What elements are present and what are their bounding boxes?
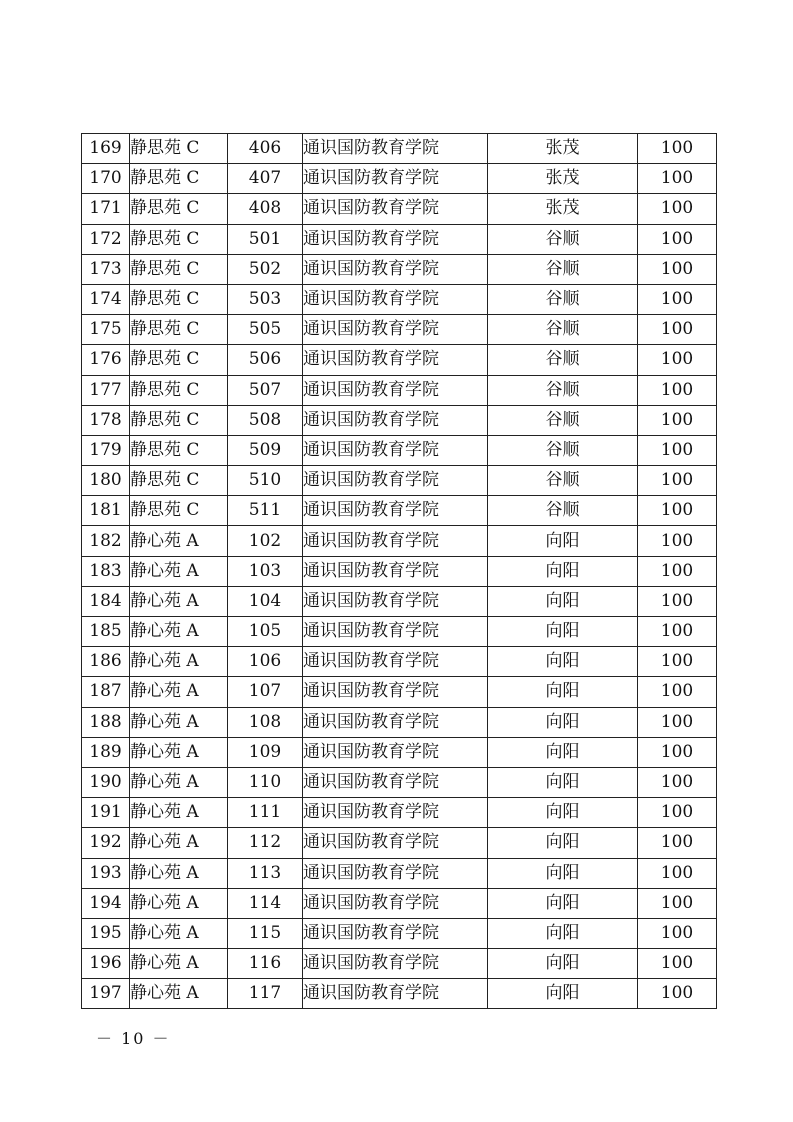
room-cell: 108 (228, 707, 303, 737)
row-number-cell: 195 (82, 918, 130, 948)
department-cell: 通识国防教育学院 (303, 435, 488, 465)
score-cell: 100 (638, 586, 717, 616)
table-row (82, 224, 717, 254)
building-cell: 静思苑 C (130, 435, 228, 465)
building-cell: 静心苑 A (130, 979, 228, 1009)
manager-cell: 谷顺 (488, 466, 638, 496)
score-cell: 100 (638, 918, 717, 948)
score-cell: 100 (638, 375, 717, 405)
department-cell: 通识国防教育学院 (303, 586, 488, 616)
manager-cell: 张茂 (488, 134, 638, 164)
room-cell: 508 (228, 405, 303, 435)
manager-cell: 谷顺 (488, 405, 638, 435)
room-cell: 104 (228, 586, 303, 616)
table-row (82, 979, 717, 1009)
building-cell: 静心苑 A (130, 617, 228, 647)
manager-cell: 向阳 (488, 828, 638, 858)
score-cell: 100 (638, 284, 717, 314)
manager-cell: 向阳 (488, 586, 638, 616)
manager-cell: 谷顺 (488, 435, 638, 465)
building-cell: 静思苑 C (130, 345, 228, 375)
manager-cell: 张茂 (488, 164, 638, 194)
score-cell: 100 (638, 496, 717, 526)
department-cell: 通识国防教育学院 (303, 858, 488, 888)
building-cell: 静心苑 A (130, 707, 228, 737)
building-cell: 静心苑 A (130, 798, 228, 828)
manager-cell: 向阳 (488, 918, 638, 948)
manager-cell: 谷顺 (488, 254, 638, 284)
score-cell: 100 (638, 164, 717, 194)
building-cell: 静心苑 A (130, 858, 228, 888)
department-cell: 通识国防教育学院 (303, 888, 488, 918)
department-cell: 通识国防教育学院 (303, 828, 488, 858)
table-row (82, 254, 717, 284)
row-number-cell: 194 (82, 888, 130, 918)
manager-cell: 谷顺 (488, 375, 638, 405)
table-row (82, 677, 717, 707)
score-cell: 100 (638, 949, 717, 979)
row-number-cell: 191 (82, 798, 130, 828)
row-number-cell: 196 (82, 949, 130, 979)
row-number-cell: 185 (82, 617, 130, 647)
score-cell: 100 (638, 737, 717, 767)
row-number-cell: 175 (82, 315, 130, 345)
department-cell: 通识国防教育学院 (303, 496, 488, 526)
manager-cell: 谷顺 (488, 224, 638, 254)
building-cell: 静思苑 C (130, 164, 228, 194)
room-cell: 408 (228, 194, 303, 224)
building-cell: 静思苑 C (130, 496, 228, 526)
room-cell: 106 (228, 647, 303, 677)
room-cell: 406 (228, 134, 303, 164)
table-row (82, 737, 717, 767)
building-cell: 静思苑 C (130, 405, 228, 435)
room-cell: 117 (228, 979, 303, 1009)
score-cell: 100 (638, 315, 717, 345)
row-number-cell: 178 (82, 405, 130, 435)
table-row (82, 496, 717, 526)
room-cell: 111 (228, 798, 303, 828)
building-cell: 静心苑 A (130, 526, 228, 556)
manager-cell: 向阳 (488, 556, 638, 586)
manager-cell: 谷顺 (488, 284, 638, 314)
score-cell: 100 (638, 194, 717, 224)
department-cell: 通识国防教育学院 (303, 284, 488, 314)
manager-cell: 向阳 (488, 979, 638, 1009)
department-cell: 通识国防教育学院 (303, 164, 488, 194)
building-cell: 静思苑 C (130, 254, 228, 284)
table-row (82, 918, 717, 948)
score-cell: 100 (638, 979, 717, 1009)
department-cell: 通识国防教育学院 (303, 767, 488, 797)
building-cell: 静心苑 A (130, 888, 228, 918)
building-cell: 静心苑 A (130, 918, 228, 948)
table-row (82, 949, 717, 979)
row-number-cell: 190 (82, 767, 130, 797)
building-cell: 静思苑 C (130, 375, 228, 405)
manager-cell: 向阳 (488, 617, 638, 647)
room-cell: 105 (228, 617, 303, 647)
room-cell: 510 (228, 466, 303, 496)
table-row (82, 888, 717, 918)
department-cell: 通识国防教育学院 (303, 677, 488, 707)
manager-cell: 向阳 (488, 526, 638, 556)
building-cell: 静心苑 A (130, 647, 228, 677)
score-cell: 100 (638, 707, 717, 737)
room-cell: 511 (228, 496, 303, 526)
table-row (82, 435, 717, 465)
manager-cell: 向阳 (488, 647, 638, 677)
dormitory-table (81, 133, 717, 1009)
department-cell: 通识国防教育学院 (303, 737, 488, 767)
score-cell: 100 (638, 526, 717, 556)
table-row (82, 858, 717, 888)
department-cell: 通识国防教育学院 (303, 647, 488, 677)
row-number-cell: 171 (82, 194, 130, 224)
building-cell: 静思苑 C (130, 315, 228, 345)
row-number-cell: 172 (82, 224, 130, 254)
score-cell: 100 (638, 254, 717, 284)
score-cell: 100 (638, 224, 717, 254)
row-number-cell: 183 (82, 556, 130, 586)
room-cell: 505 (228, 315, 303, 345)
department-cell: 通识国防教育学院 (303, 526, 488, 556)
building-cell: 静思苑 C (130, 134, 228, 164)
building-cell: 静思苑 C (130, 194, 228, 224)
building-cell: 静心苑 A (130, 767, 228, 797)
department-cell: 通识国防教育学院 (303, 466, 488, 496)
manager-cell: 向阳 (488, 707, 638, 737)
table-row (82, 345, 717, 375)
row-number-cell: 176 (82, 345, 130, 375)
table-row (82, 586, 717, 616)
table-row (82, 767, 717, 797)
score-cell: 100 (638, 435, 717, 465)
score-cell: 100 (638, 767, 717, 797)
score-cell: 100 (638, 798, 717, 828)
department-cell: 通识国防教育学院 (303, 375, 488, 405)
row-number-cell: 187 (82, 677, 130, 707)
room-cell: 501 (228, 224, 303, 254)
department-cell: 通识国防教育学院 (303, 798, 488, 828)
score-cell: 100 (638, 647, 717, 677)
score-cell: 100 (638, 405, 717, 435)
building-cell: 静思苑 C (130, 284, 228, 314)
row-number-cell: 177 (82, 375, 130, 405)
department-cell: 通识国防教育学院 (303, 315, 488, 345)
room-cell: 407 (228, 164, 303, 194)
score-cell: 100 (638, 466, 717, 496)
score-cell: 100 (638, 617, 717, 647)
room-cell: 102 (228, 526, 303, 556)
building-cell: 静心苑 A (130, 556, 228, 586)
department-cell: 通识国防教育学院 (303, 979, 488, 1009)
table-row (82, 466, 717, 496)
score-cell: 100 (638, 556, 717, 586)
table-row (82, 194, 717, 224)
manager-cell: 张茂 (488, 194, 638, 224)
manager-cell: 向阳 (488, 767, 638, 797)
table-row (82, 164, 717, 194)
score-cell: 100 (638, 888, 717, 918)
department-cell: 通识国防教育学院 (303, 617, 488, 647)
department-cell: 通识国防教育学院 (303, 556, 488, 586)
building-cell: 静思苑 C (130, 224, 228, 254)
row-number-cell: 182 (82, 526, 130, 556)
table-row (82, 798, 717, 828)
manager-cell: 谷顺 (488, 345, 638, 375)
building-cell: 静心苑 A (130, 828, 228, 858)
table-row (82, 828, 717, 858)
score-cell: 100 (638, 677, 717, 707)
manager-cell: 向阳 (488, 949, 638, 979)
row-number-cell: 179 (82, 435, 130, 465)
room-cell: 107 (228, 677, 303, 707)
manager-cell: 向阳 (488, 888, 638, 918)
department-cell: 通识国防教育学院 (303, 194, 488, 224)
room-cell: 112 (228, 828, 303, 858)
building-cell: 静心苑 A (130, 677, 228, 707)
table-row (82, 315, 717, 345)
room-cell: 507 (228, 375, 303, 405)
table-row (82, 526, 717, 556)
score-cell: 100 (638, 828, 717, 858)
score-cell: 100 (638, 134, 717, 164)
row-number-cell: 189 (82, 737, 130, 767)
row-number-cell: 193 (82, 858, 130, 888)
score-cell: 100 (638, 345, 717, 375)
score-cell: 100 (638, 858, 717, 888)
building-cell: 静思苑 C (130, 466, 228, 496)
building-cell: 静心苑 A (130, 586, 228, 616)
row-number-cell: 192 (82, 828, 130, 858)
row-number-cell: 181 (82, 496, 130, 526)
room-cell: 115 (228, 918, 303, 948)
table-row (82, 617, 717, 647)
building-cell: 静心苑 A (130, 737, 228, 767)
page-number: － 10 － (96, 1029, 171, 1048)
room-cell: 506 (228, 345, 303, 375)
row-number-cell: 174 (82, 284, 130, 314)
row-number-cell: 186 (82, 647, 130, 677)
manager-cell: 向阳 (488, 798, 638, 828)
row-number-cell: 170 (82, 164, 130, 194)
department-cell: 通识国防教育学院 (303, 949, 488, 979)
manager-cell: 向阳 (488, 677, 638, 707)
table-row (82, 405, 717, 435)
room-cell: 114 (228, 888, 303, 918)
room-cell: 109 (228, 737, 303, 767)
table-row (82, 284, 717, 314)
room-cell: 103 (228, 556, 303, 586)
room-cell: 503 (228, 284, 303, 314)
table-row (82, 707, 717, 737)
room-cell: 509 (228, 435, 303, 465)
row-number-cell: 173 (82, 254, 130, 284)
row-number-cell: 180 (82, 466, 130, 496)
department-cell: 通识国防教育学院 (303, 918, 488, 948)
department-cell: 通识国防教育学院 (303, 224, 488, 254)
row-number-cell: 188 (82, 707, 130, 737)
room-cell: 502 (228, 254, 303, 284)
table-row (82, 375, 717, 405)
table-row (82, 647, 717, 677)
room-cell: 110 (228, 767, 303, 797)
department-cell: 通识国防教育学院 (303, 707, 488, 737)
table-row (82, 134, 717, 164)
table-row (82, 556, 717, 586)
room-cell: 116 (228, 949, 303, 979)
row-number-cell: 169 (82, 134, 130, 164)
manager-cell: 谷顺 (488, 315, 638, 345)
row-number-cell: 197 (82, 979, 130, 1009)
department-cell: 通识国防教育学院 (303, 134, 488, 164)
department-cell: 通识国防教育学院 (303, 254, 488, 284)
manager-cell: 向阳 (488, 858, 638, 888)
department-cell: 通识国防教育学院 (303, 405, 488, 435)
room-cell: 113 (228, 858, 303, 888)
building-cell: 静心苑 A (130, 949, 228, 979)
manager-cell: 向阳 (488, 737, 638, 767)
row-number-cell: 184 (82, 586, 130, 616)
manager-cell: 谷顺 (488, 496, 638, 526)
table-body (82, 134, 717, 1009)
department-cell: 通识国防教育学院 (303, 345, 488, 375)
